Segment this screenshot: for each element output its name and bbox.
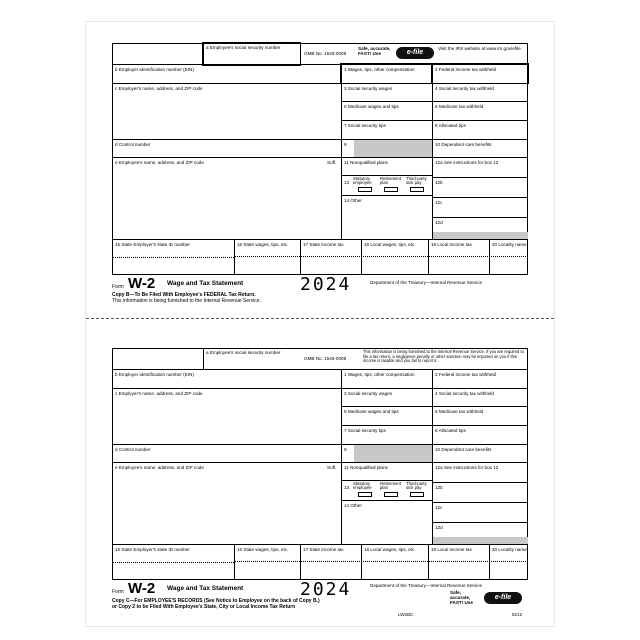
- wage-statement-title: Wage and Tax Statement: [167, 280, 244, 287]
- box-a-ssn-c[interactable]: [203, 348, 300, 370]
- box-15-state[interactable]: [113, 239, 234, 275]
- treasury-dept: Department of the Treasury—Internal Revenue Service: [370, 280, 483, 285]
- box-14-c[interactable]: [341, 500, 432, 544]
- box-7-label-c: 7 Social security tips: [344, 428, 386, 433]
- box-18-label: 18 Local wages, tips, etc.: [364, 242, 416, 247]
- state-row-divider-2-c: [234, 561, 528, 562]
- copy-c-instruction: Copy C—For EMPLOYEE'S RECORDS (See Notice to Employee on the back of Copy B.) or Copy 2 to be Filed With Employee's State, City or Local Income Tax Return: [112, 598, 320, 610]
- box-12d-label-c: 12d: [435, 525, 443, 530]
- box-12c-label-c: 12c: [435, 505, 443, 510]
- tax-year: 2024: [300, 274, 352, 295]
- box-5-label-c: 5 Medicare wages and tips: [344, 409, 399, 414]
- w2-title: W-2: [128, 275, 156, 292]
- safe-accurate-text: Safe, accurate, FAST! Use: [358, 46, 391, 56]
- box-b-ein-c[interactable]: [113, 369, 341, 388]
- box-d-label: d Control number: [115, 142, 151, 147]
- box-6[interactable]: [432, 101, 528, 120]
- box-18-c[interactable]: [361, 544, 428, 580]
- box-8-label-c: 8 Allocated tips: [435, 428, 466, 433]
- box-12a[interactable]: [432, 157, 528, 177]
- box-8-label: 8 Allocated tips: [435, 123, 466, 128]
- w2-copy-b: [112, 43, 528, 275]
- box-12c-c[interactable]: [432, 502, 528, 522]
- irs-notice-text: This information is being furnished to the Internal Revenue Service. If you are required to file a tax return, a negligence penalty or other sanction may be imposed on you if this income is taxable and you fail to report it.: [363, 349, 524, 364]
- box-a-label-c: a Employee's social security number: [206, 350, 281, 355]
- box-e-employee[interactable]: [113, 157, 341, 239]
- box-20-label: 20 Locality name: [492, 242, 527, 247]
- efile-logo: e-file: [396, 47, 434, 59]
- suffix-label-c: Suff.: [327, 465, 337, 470]
- box-12b-c[interactable]: [432, 482, 528, 502]
- irs-visit-text: Visit the IRS website at www.irs.gov/efile: [438, 46, 521, 51]
- box-10-label: 10 Dependent care benefits: [435, 142, 492, 147]
- box-12b-label: 12b: [435, 180, 443, 185]
- box-9-c: [341, 444, 432, 462]
- statutory-label: Statutory employee: [353, 176, 372, 185]
- box-12b-label-c: 12b: [435, 485, 443, 490]
- box-12d-c[interactable]: [432, 522, 528, 544]
- third-party-label: Third-party sick pay: [406, 176, 427, 185]
- box-12a-label-c: 12a See instructions for box 12: [435, 465, 499, 470]
- box-1-label-c: 1 Wages, tips, other compensation: [344, 372, 415, 377]
- box-17-label-c: 17 State income tax: [303, 547, 344, 552]
- state-row-divider-c: [113, 562, 234, 563]
- box-12a-label: 12a See instructions for box 12: [435, 160, 499, 165]
- box-12c-label: 12c: [435, 200, 443, 205]
- box-17[interactable]: [300, 239, 361, 275]
- copy-b-irs-note: This information is being furnished to the Internal Revenue Service.: [112, 298, 261, 304]
- safe-accurate-text-c: Safe, accurate, FAST! Use: [450, 590, 473, 605]
- box-d-label-c: d Control number: [115, 447, 151, 452]
- wage-statement-title-c: Wage and Tax Statement: [167, 585, 244, 592]
- box-16-label: 16 State wages, tips, etc.: [237, 242, 289, 247]
- box-12b[interactable]: [432, 177, 528, 197]
- retirement-label: Retirement plan: [380, 176, 402, 185]
- box-10-label-c: 10 Dependent care benefits: [435, 447, 492, 452]
- box-9: [341, 139, 432, 157]
- box-19-label: 19 Local income tax: [431, 242, 472, 247]
- state-row-divider-2: [234, 256, 528, 257]
- box-9-label: 9: [344, 142, 347, 147]
- copy-b-instruction: Copy B—To Be Filed With Employee's FEDERAL Tax Return.: [112, 292, 256, 298]
- third-party-checkbox-c[interactable]: [410, 492, 424, 497]
- w2-title-c: W-2: [128, 580, 156, 597]
- statutory-checkbox-c[interactable]: [358, 492, 372, 497]
- box-3-label: 3 Social security wages: [344, 86, 393, 91]
- box-b-label: b Employer identification number (EIN): [115, 67, 194, 72]
- state-row-divider: [113, 257, 234, 258]
- box-d-control[interactable]: [113, 139, 341, 157]
- box-10-c[interactable]: [432, 444, 528, 462]
- box-16-label-c: 16 State wages, tips, etc.: [237, 547, 289, 552]
- box-5[interactable]: [341, 101, 432, 120]
- box-7-label: 7 Social security tips: [344, 123, 386, 128]
- box-5-c[interactable]: [341, 406, 432, 425]
- treasury-dept-c: Department of the Treasury—Internal Revenue Service: [370, 583, 483, 588]
- box-c-label-c: c Employer's name, address, and ZIP code: [115, 391, 203, 396]
- box-1[interactable]: [341, 64, 432, 83]
- efile-logo-c: e-file: [484, 592, 522, 604]
- box-8[interactable]: [432, 120, 528, 139]
- box-6-c[interactable]: [432, 406, 528, 425]
- box-a-ssn[interactable]: [203, 43, 300, 65]
- retirement-label-c: Retirement plan: [380, 481, 402, 490]
- box-3-c[interactable]: [341, 388, 432, 406]
- box-13: [341, 175, 432, 195]
- box-4-label: 4 Social security tax withheld: [435, 86, 494, 91]
- box-8-c[interactable]: [432, 425, 528, 444]
- box-4-label-c: 4 Social security tax withheld: [435, 391, 494, 396]
- box-7[interactable]: [341, 120, 432, 139]
- statutory-label-c: Statutory employee: [353, 481, 372, 490]
- box-11-label: 11 Nonqualified plans: [344, 160, 388, 165]
- box-16[interactable]: [234, 239, 300, 275]
- box-15-label: 15 State Employer's state ID number: [115, 242, 190, 247]
- box-2-label-c: 2 Federal income tax withheld: [435, 372, 497, 377]
- box-18[interactable]: [361, 239, 428, 275]
- form-label: Form: [112, 284, 124, 290]
- third-party-checkbox[interactable]: [410, 187, 424, 192]
- box-12d[interactable]: [432, 217, 528, 239]
- suffix-label: Suff.: [327, 160, 337, 165]
- box-b-ein[interactable]: [113, 64, 341, 83]
- box-11-c[interactable]: [341, 462, 432, 480]
- box-12d-label: 12d: [435, 220, 443, 225]
- box-1-c[interactable]: [341, 369, 432, 388]
- perforation-line: [86, 318, 554, 319]
- box-13-c: [341, 480, 432, 500]
- box-19-c[interactable]: [428, 544, 489, 580]
- statutory-checkbox[interactable]: [358, 187, 372, 192]
- box-b-label-c: b Employer identification number (EIN): [115, 372, 194, 377]
- w2-copy-c: [112, 348, 528, 580]
- box-c-employer-c[interactable]: [113, 388, 341, 444]
- box-17-label: 17 State income tax: [303, 242, 344, 247]
- box-16-c[interactable]: [234, 544, 300, 580]
- box-5-label: 5 Medicare wages and tips: [344, 104, 399, 109]
- box-d-control-c[interactable]: [113, 444, 341, 462]
- box-11[interactable]: [341, 157, 432, 175]
- form-code: LW2BC: [398, 612, 414, 617]
- tax-year-c: 2024: [300, 579, 352, 600]
- box-14-label: 14 Other: [344, 198, 362, 203]
- third-party-label-c: Third-party sick pay: [406, 481, 427, 490]
- box-9-shade: [354, 140, 432, 157]
- box-13-label: 13: [344, 180, 350, 185]
- box-15-state-c[interactable]: [113, 544, 234, 580]
- box-6-label: 6 Medicare tax withheld: [435, 104, 484, 109]
- box-2-c[interactable]: [432, 369, 528, 388]
- box-2[interactable]: [432, 64, 528, 83]
- box-10[interactable]: [432, 139, 528, 157]
- form-label-c: Form: [112, 589, 124, 595]
- box-15-label-c: 15 State Employer's state ID number: [115, 547, 190, 552]
- box-9-label-c: 9: [344, 447, 347, 452]
- box-17-c[interactable]: [300, 544, 361, 580]
- box-6-label-c: 6 Medicare tax withheld: [435, 409, 484, 414]
- box-20-label-c: 20 Locality name: [492, 547, 527, 552]
- box-9-shade-c: [354, 445, 432, 462]
- box-e-employee-c[interactable]: [113, 462, 341, 544]
- box-a-label: a Employee's social security number: [206, 45, 281, 50]
- omb-number-c: OMB No. 1545-0008: [304, 356, 347, 361]
- retirement-checkbox-c[interactable]: [384, 492, 398, 497]
- form-number: 5212: [512, 612, 523, 617]
- box-14[interactable]: [341, 195, 432, 239]
- box-3[interactable]: [341, 83, 432, 101]
- box-18-label-c: 18 Local wages, tips, etc.: [364, 547, 416, 552]
- box-11-label-c: 11 Nonqualified plans: [344, 465, 388, 470]
- box-14-label-c: 14 Other: [344, 503, 362, 508]
- box-1-label: 1 Wages, tips, other compensation: [344, 67, 415, 72]
- box-e-label-c: e Employee's name, address, and ZIP code: [115, 465, 204, 470]
- box-c-employer[interactable]: [113, 83, 341, 139]
- box-13-label-c: 13: [344, 485, 350, 490]
- box-19[interactable]: [428, 239, 489, 275]
- box-2-label: 2 Federal income tax withheld: [435, 67, 497, 72]
- retirement-checkbox[interactable]: [384, 187, 398, 192]
- box-c-label: c Employer's name, address, and ZIP code: [115, 86, 203, 91]
- box-20[interactable]: [489, 239, 528, 275]
- box-12a-c[interactable]: [432, 462, 528, 482]
- box-19-label-c: 19 Local income tax: [431, 547, 472, 552]
- box-20-c[interactable]: [489, 544, 528, 580]
- box-12c[interactable]: [432, 197, 528, 217]
- box-3-label-c: 3 Social security wages: [344, 391, 393, 396]
- box-e-label: e Employee's name, address, and ZIP code: [115, 160, 204, 165]
- box-4[interactable]: [432, 83, 528, 101]
- box-7-c[interactable]: [341, 425, 432, 444]
- box-4-c[interactable]: [432, 388, 528, 406]
- omb-number: OMB No. 1545-0008: [304, 51, 347, 56]
